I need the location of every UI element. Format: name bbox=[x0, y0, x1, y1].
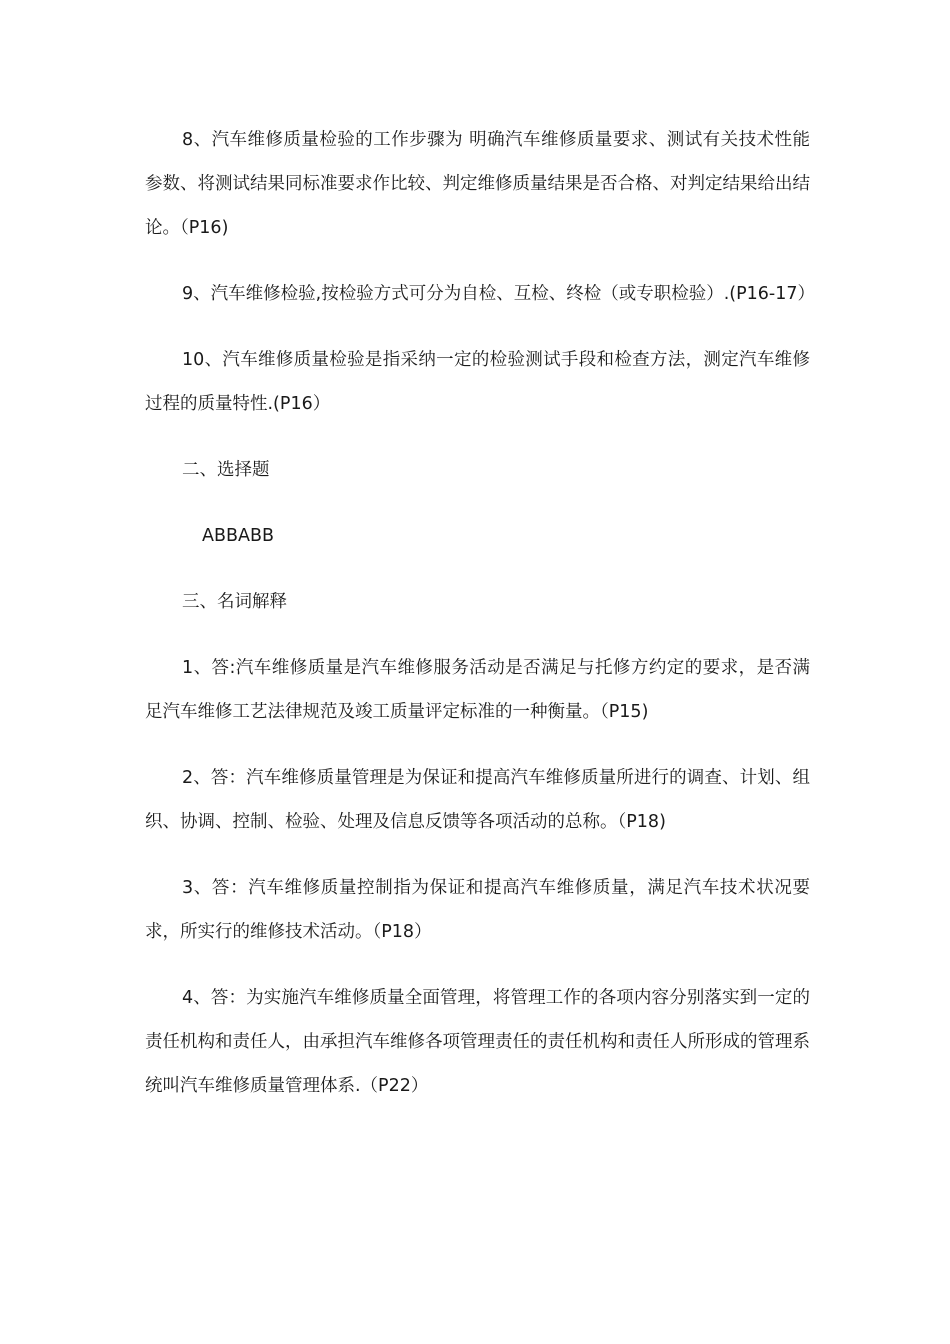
section-heading-choice: 二、选择题 bbox=[182, 460, 270, 480]
paragraph-item-9: 9、汽车维修检验,按检验方式可分为自检、互检、终检（或专职检验）.(P16-17） bbox=[182, 284, 815, 304]
document-body bbox=[145, 118, 815, 1108]
paragraph-item-10: 10、汽车维修质量检验是指采纳一定的检验测试手段和检查方法，测定汽车维修过程的质量特性.(P16） bbox=[145, 350, 810, 414]
answer-2: 2、答：汽车维修质量管理是为保证和提高汽车维修质量所进行的调查、计划、组织、协调、控制、检验、处理及信息反馈等各项活动的总称。（P18) bbox=[145, 768, 810, 832]
answer-1: 1、答:汽车维修质量是汽车维修服务活动是否满足与托修方约定的要求，是否满足汽车维修工艺法律规范及竣工质量评定标准的一种衡量。（P15) bbox=[145, 658, 810, 722]
choice-answers: ABBABB bbox=[202, 526, 274, 546]
answer-3: 3、答：汽车维修质量控制指为保证和提高汽车维修质量，满足汽车技术状况要求，所实行的维修技术活动。（P18） bbox=[145, 878, 810, 942]
section-heading-terms: 三、名词解释 bbox=[182, 592, 287, 612]
paragraph-item-8: 8、汽车维修质量检验的工作步骤为 明确汽车维修质量要求、测试有关技术性能参数、将测试结果同标准要求作比较、判定维修质量结果是否合格、对判定结果给出结论。（P16) bbox=[145, 130, 810, 238]
answer-4: 4、答：为实施汽车维修质量全面管理，将管理工作的各项内容分别落实到一定的责任机构和责任人，由承担汽车维修各项管理责任的责任机构和责任人所形成的管理系统叫汽车维修质量管理体系.（P22） bbox=[145, 988, 810, 1096]
